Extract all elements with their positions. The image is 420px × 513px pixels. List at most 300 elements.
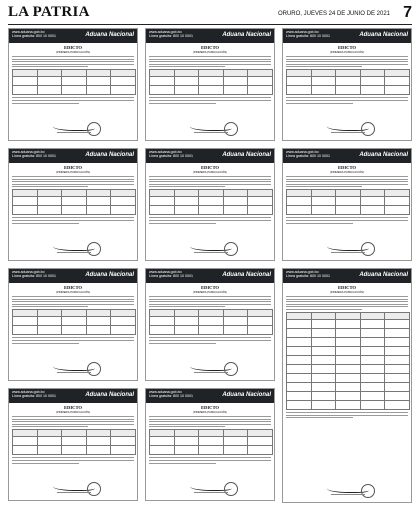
body-text-line [12, 457, 134, 458]
table-cell [287, 346, 312, 355]
body-text-line [12, 64, 134, 65]
notice-header-bar [9, 149, 137, 163]
notice-contact [12, 270, 56, 279]
table-cell [86, 326, 111, 335]
table-cell [199, 437, 224, 446]
body-text-line [149, 296, 271, 297]
table-cell [37, 430, 62, 437]
notice-body [12, 416, 134, 427]
notice-phone: Línea gratuita: 800 10 0001 [149, 34, 193, 39]
body-text-line [149, 306, 225, 307]
table-cell [150, 190, 175, 197]
table-header-row [13, 190, 136, 197]
table-cell [13, 317, 38, 326]
notice-table [286, 69, 410, 95]
notice-footer-text [149, 457, 271, 463]
table-cell [336, 382, 361, 391]
notice-table [149, 309, 273, 335]
table-cell [111, 206, 136, 215]
notice-heading: EDICTO [200, 405, 220, 410]
edict-notice [145, 268, 275, 381]
signatory-line [331, 494, 365, 495]
table-cell [385, 346, 410, 355]
body-text-line [149, 186, 225, 187]
body-text-line [286, 299, 408, 300]
body-text-line [149, 64, 271, 65]
table-row [287, 346, 410, 355]
body-text-line [12, 426, 88, 427]
table-row [150, 86, 273, 95]
notice-footer-text [286, 412, 408, 418]
customs-brand: Aduana Nacional [222, 392, 271, 398]
body-text-line [286, 61, 408, 62]
table-cell [360, 373, 385, 382]
body-text-line [12, 416, 134, 417]
table-cell [223, 86, 248, 95]
signatory-line [57, 372, 91, 373]
table-cell [174, 310, 199, 317]
notice-footer-text [12, 457, 134, 463]
notice-body [149, 416, 271, 427]
table-cell [336, 373, 361, 382]
table-cell [199, 197, 224, 206]
body-text-line [149, 97, 271, 98]
notice-phone: Línea gratuita: 800 10 0001 [12, 34, 56, 39]
notice-footer-text [12, 97, 134, 103]
table-cell [150, 437, 175, 446]
body-text-line [12, 66, 88, 67]
body-text-line [12, 179, 134, 180]
table-cell [199, 446, 224, 455]
customs-brand: Aduana Nacional [85, 32, 134, 38]
table-row [150, 206, 273, 215]
notice-body [12, 176, 134, 187]
table-cell [360, 382, 385, 391]
notice-heading: EDICTO [200, 285, 220, 290]
body-text-line [149, 301, 271, 302]
table-cell [311, 197, 336, 206]
table-cell [360, 86, 385, 95]
official-seal-icon [87, 122, 101, 136]
table-cell [360, 77, 385, 86]
edict-notice [282, 148, 412, 261]
table-cell [62, 77, 87, 86]
table-cell [150, 310, 175, 317]
body-text-line [12, 181, 134, 182]
body-text-line [149, 416, 271, 417]
table-cell [62, 197, 87, 206]
edict-notice [282, 28, 412, 141]
table-cell [248, 317, 273, 326]
signature-stamp [184, 362, 238, 376]
body-text-line [12, 340, 134, 341]
table-cell [37, 437, 62, 446]
notice-table [286, 312, 410, 410]
body-text-line [12, 186, 88, 187]
notice-body [149, 296, 271, 307]
table-cell [385, 355, 410, 364]
table-cell [37, 310, 62, 317]
table-row [13, 86, 136, 95]
table-cell [385, 312, 410, 319]
table-cell [199, 317, 224, 326]
table-cell [13, 310, 38, 317]
official-seal-icon [87, 362, 101, 376]
table-cell [287, 197, 312, 206]
notice-footer-text [286, 97, 408, 103]
body-text-line [12, 301, 134, 302]
notice-table [12, 69, 136, 95]
table-cell [248, 77, 273, 86]
table-cell [360, 328, 385, 337]
signatory-line [57, 252, 91, 253]
table-cell [385, 86, 410, 95]
table-cell [311, 70, 336, 77]
body-text-line [12, 176, 134, 177]
body-text-line [12, 304, 134, 305]
table-cell [360, 400, 385, 409]
table-cell [174, 437, 199, 446]
table-cell [311, 319, 336, 328]
newspaper-title: LA PATRIA [8, 4, 90, 20]
table-cell [62, 206, 87, 215]
table-cell [62, 446, 87, 455]
table-cell [111, 317, 136, 326]
table-cell [62, 326, 87, 335]
table-cell [287, 190, 312, 197]
body-text-line [12, 103, 79, 104]
notice-body [12, 56, 134, 67]
table-cell [13, 190, 38, 197]
table-cell [385, 197, 410, 206]
table-cell [150, 70, 175, 77]
table-cell [336, 400, 361, 409]
table-cell [199, 70, 224, 77]
table-cell [13, 70, 38, 77]
notice-contact [149, 30, 193, 39]
table-cell [13, 326, 38, 335]
official-seal-icon [224, 242, 238, 256]
body-text-line [149, 56, 271, 57]
table-cell [336, 206, 361, 215]
notice-site: www.aduana.gob.bo [286, 30, 319, 34]
table-row [287, 373, 410, 382]
table-row [287, 86, 410, 95]
body-text-line [149, 61, 271, 62]
table-row [150, 317, 273, 326]
table-cell [287, 70, 312, 77]
customs-brand: Aduana Nacional [85, 392, 134, 398]
notice-body [149, 176, 271, 187]
body-text-line [12, 100, 134, 101]
signatory-line [194, 132, 228, 133]
official-seal-icon [361, 484, 375, 498]
table-cell [37, 77, 62, 86]
table-cell [37, 206, 62, 215]
table-row [287, 337, 410, 346]
body-text-line [12, 421, 134, 422]
notice-phone: Línea gratuita: 800 10 0001 [286, 154, 330, 159]
table-cell [287, 355, 312, 364]
table-cell [62, 86, 87, 95]
official-seal-icon [224, 482, 238, 496]
table-cell [336, 77, 361, 86]
table-cell [150, 446, 175, 455]
table-cell [174, 317, 199, 326]
notice-footer-text [149, 97, 271, 103]
body-text-line [286, 306, 408, 307]
table-cell [360, 337, 385, 346]
notice-phone: Línea gratuita: 800 10 0001 [149, 154, 193, 159]
notice-footer-text [286, 217, 408, 223]
table-cell [13, 86, 38, 95]
body-text-line [149, 343, 216, 344]
table-row [287, 400, 410, 409]
table-cell [150, 326, 175, 335]
notice-table [149, 429, 273, 455]
notice-phone: Línea gratuita: 800 10 0001 [12, 274, 56, 279]
body-text-line [149, 460, 271, 461]
table-cell [287, 206, 312, 215]
customs-brand: Aduana Nacional [85, 272, 134, 278]
body-text-line [286, 415, 408, 416]
notice-contact [149, 270, 193, 279]
notice-site: www.aduana.gob.bo [149, 270, 182, 274]
table-cell [336, 355, 361, 364]
body-text-line [12, 463, 79, 464]
edict-notice [8, 268, 138, 381]
notice-site: www.aduana.gob.bo [12, 270, 45, 274]
table-cell [62, 190, 87, 197]
official-seal-icon [87, 242, 101, 256]
table-cell [86, 197, 111, 206]
table-cell [223, 190, 248, 197]
table-cell [13, 430, 38, 437]
table-cell [174, 77, 199, 86]
notice-phone: Línea gratuita: 800 10 0001 [149, 394, 193, 399]
notice-phone: Línea gratuita: 800 10 0001 [286, 274, 330, 279]
table-cell [86, 430, 111, 437]
notice-header-bar [146, 29, 274, 43]
table-cell [248, 430, 273, 437]
notice-contact [12, 30, 56, 39]
notice-subheading: (PRIMERA PUBLICACIÓN) [192, 290, 228, 294]
signature-stamp [321, 484, 375, 498]
body-text-line [149, 421, 271, 422]
table-cell [385, 77, 410, 86]
body-text-line [286, 186, 362, 187]
table-cell [223, 197, 248, 206]
table-cell [174, 70, 199, 77]
notice-footer-text [149, 217, 271, 223]
notice-subheading: (PRIMERA PUBLICACIÓN) [329, 50, 365, 54]
notice-heading: EDICTO [337, 165, 357, 170]
table-cell [150, 77, 175, 86]
table-cell [174, 190, 199, 197]
body-text-line [286, 296, 408, 297]
notice-footer-text [12, 217, 134, 223]
table-row [150, 197, 273, 206]
table-row [287, 319, 410, 328]
table-cell [287, 391, 312, 400]
notice-phone: Línea gratuita: 800 10 0001 [12, 154, 56, 159]
notice-heading: EDICTO [200, 45, 220, 50]
table-cell [336, 319, 361, 328]
table-cell [287, 364, 312, 373]
signatory-line [57, 492, 91, 493]
body-text-line [12, 220, 134, 221]
table-cell [86, 310, 111, 317]
notice-site: www.aduana.gob.bo [149, 390, 182, 394]
table-row [287, 77, 410, 86]
notice-footer-text [12, 337, 134, 343]
table-cell [336, 197, 361, 206]
issue-date: ORURO, JUEVES 24 DE JUNIO DE 2021 [277, 11, 390, 17]
table-cell [287, 319, 312, 328]
body-text-line [286, 179, 408, 180]
table-cell [311, 400, 336, 409]
table-cell [86, 77, 111, 86]
body-text-line [286, 64, 408, 65]
table-cell [37, 70, 62, 77]
table-cell [150, 86, 175, 95]
table-cell [360, 190, 385, 197]
body-text-line [12, 59, 134, 60]
body-text-line [149, 223, 216, 224]
table-cell [150, 206, 175, 215]
table-header-row [150, 430, 273, 437]
notice-body [286, 56, 408, 67]
body-text-line [286, 417, 353, 418]
notice-contact [286, 30, 330, 39]
notice-site: www.aduana.gob.bo [286, 150, 319, 154]
table-cell [223, 310, 248, 317]
body-text-line [149, 100, 271, 101]
notice-subheading: (PRIMERA PUBLICACIÓN) [192, 50, 228, 54]
body-text-line [286, 181, 408, 182]
table-cell [62, 430, 87, 437]
body-text-line [12, 306, 88, 307]
signature-stamp [184, 122, 238, 136]
table-cell [223, 206, 248, 215]
table-row [150, 77, 273, 86]
table-cell [311, 337, 336, 346]
signatory-line [57, 132, 91, 133]
table-cell [199, 326, 224, 335]
table-cell [13, 446, 38, 455]
body-text-line [12, 296, 134, 297]
body-text-line [12, 460, 134, 461]
body-text-line [149, 184, 271, 185]
notice-site: www.aduana.gob.bo [12, 150, 45, 154]
notice-header-bar [9, 389, 137, 403]
table-cell [174, 86, 199, 95]
body-text-line [12, 184, 134, 185]
body-text-line [286, 176, 408, 177]
table-cell [111, 310, 136, 317]
edict-notice [145, 28, 275, 141]
table-cell [248, 437, 273, 446]
signature-stamp [184, 482, 238, 496]
table-cell [248, 70, 273, 77]
table-cell [62, 317, 87, 326]
body-text-line [12, 56, 134, 57]
table-cell [336, 364, 361, 373]
table-cell [385, 206, 410, 215]
table-cell [311, 355, 336, 364]
table-cell [385, 319, 410, 328]
notice-phone: Línea gratuita: 800 10 0001 [149, 274, 193, 279]
notice-table [286, 189, 410, 215]
table-cell [37, 317, 62, 326]
table-cell [336, 337, 361, 346]
notice-contact [286, 270, 330, 279]
table-row [13, 317, 136, 326]
table-cell [360, 391, 385, 400]
table-header-row [287, 70, 410, 77]
official-seal-icon [224, 122, 238, 136]
table-cell [385, 391, 410, 400]
table-cell [311, 86, 336, 95]
table-cell [223, 77, 248, 86]
notice-site: www.aduana.gob.bo [149, 30, 182, 34]
notice-header-bar [9, 269, 137, 283]
body-text-line [149, 59, 271, 60]
body-text-line [286, 97, 408, 98]
body-text-line [286, 217, 408, 218]
page-number: 7 [403, 4, 412, 21]
notice-heading: EDICTO [63, 285, 83, 290]
table-header-row [287, 190, 410, 197]
table-cell [360, 355, 385, 364]
table-cell [336, 346, 361, 355]
table-header-row [150, 70, 273, 77]
table-cell [336, 190, 361, 197]
table-cell [13, 437, 38, 446]
table-cell [199, 206, 224, 215]
table-cell [360, 364, 385, 373]
notice-body [286, 176, 408, 187]
notice-subheading: (PRIMERA PUBLICACIÓN) [55, 290, 91, 294]
table-cell [287, 328, 312, 337]
table-cell [248, 310, 273, 317]
table-cell [360, 197, 385, 206]
body-text-line [149, 424, 271, 425]
customs-brand: Aduana Nacional [222, 152, 271, 158]
table-cell [13, 197, 38, 206]
table-cell [248, 86, 273, 95]
customs-brand: Aduana Nacional [222, 272, 271, 278]
body-text-line [12, 61, 134, 62]
table-cell [150, 197, 175, 206]
table-cell [86, 190, 111, 197]
body-text-line [12, 97, 134, 98]
table-cell [385, 400, 410, 409]
table-cell [287, 77, 312, 86]
table-cell [86, 70, 111, 77]
body-text-line [149, 299, 271, 300]
table-cell [223, 317, 248, 326]
table-cell [336, 312, 361, 319]
table-row [13, 437, 136, 446]
body-text-line [149, 457, 271, 458]
notice-heading: EDICTO [63, 165, 83, 170]
table-cell [86, 446, 111, 455]
table-cell [37, 197, 62, 206]
notice-heading: EDICTO [337, 285, 357, 290]
body-text-line [149, 176, 271, 177]
signature-stamp [321, 122, 375, 136]
